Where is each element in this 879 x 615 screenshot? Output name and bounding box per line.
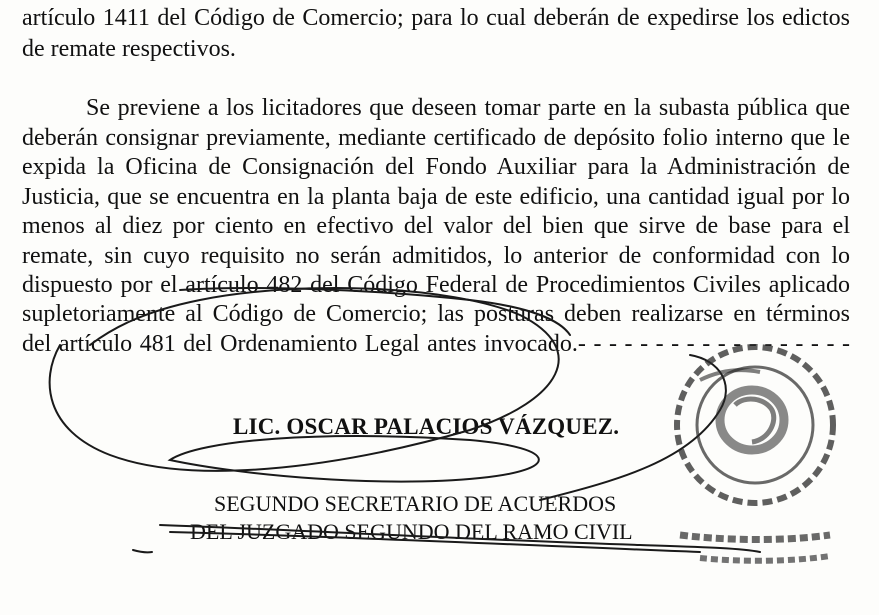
paragraph-2-line-6: remate, sin cuyo requisito no serán admitidos, lo anterior de conformidad con lo — [22, 243, 850, 269]
paragraph-2-line-7: dispuesto por el artículo 482 del Código Federal de Procedimientos Civiles aplicado — [22, 272, 850, 298]
paragraph-1-line-1: artículo 1411 del Código de Comercio; para lo cual deberán de expedirse los edictos — [22, 5, 850, 31]
paragraph-2-line-5: menos al diez por ciento en efectivo del valor del bien que sirve de base para el — [22, 213, 850, 239]
signatory-name: LIC. OSCAR PALACIOS VÁZQUEZ. — [233, 414, 620, 439]
signatory-title-2: DEL JUZGADO SEGUNDO DEL RAMO CIVIL — [190, 519, 633, 544]
paragraph-2-line-4: Justicia, que se encuentra en la planta baja de este edificio, una cantidad igual por lo — [22, 184, 850, 210]
paragraph-2-line-1: Se previene a los licitadores que deseen tomar parte en la subasta pública que — [86, 95, 850, 121]
paragraph-2-line-2: deberán consignar previamente, mediante certificado de depósito folio interno que le — [22, 125, 850, 151]
paragraph-1-line-2: de remate respectivos. — [22, 36, 236, 62]
signatory-title-1: SEGUNDO SECRETARIO DE ACUERDOS — [214, 491, 617, 516]
paragraph-2-line-3: expida la Oficina de Consignación del Fondo Auxiliar para la Administración de — [22, 154, 850, 180]
handwritten-signature — [50, 288, 760, 552]
paragraph-2-line-8: supletoriamente al Código de Comercio; las posturas deben realizarse en términos — [22, 301, 850, 327]
official-seal — [677, 347, 833, 561]
paragraph-2-line-9: del artículo 481 del Ordenamiento Legal antes invocado.- - - - - - - - - - - - - - - - - - — [22, 331, 850, 357]
